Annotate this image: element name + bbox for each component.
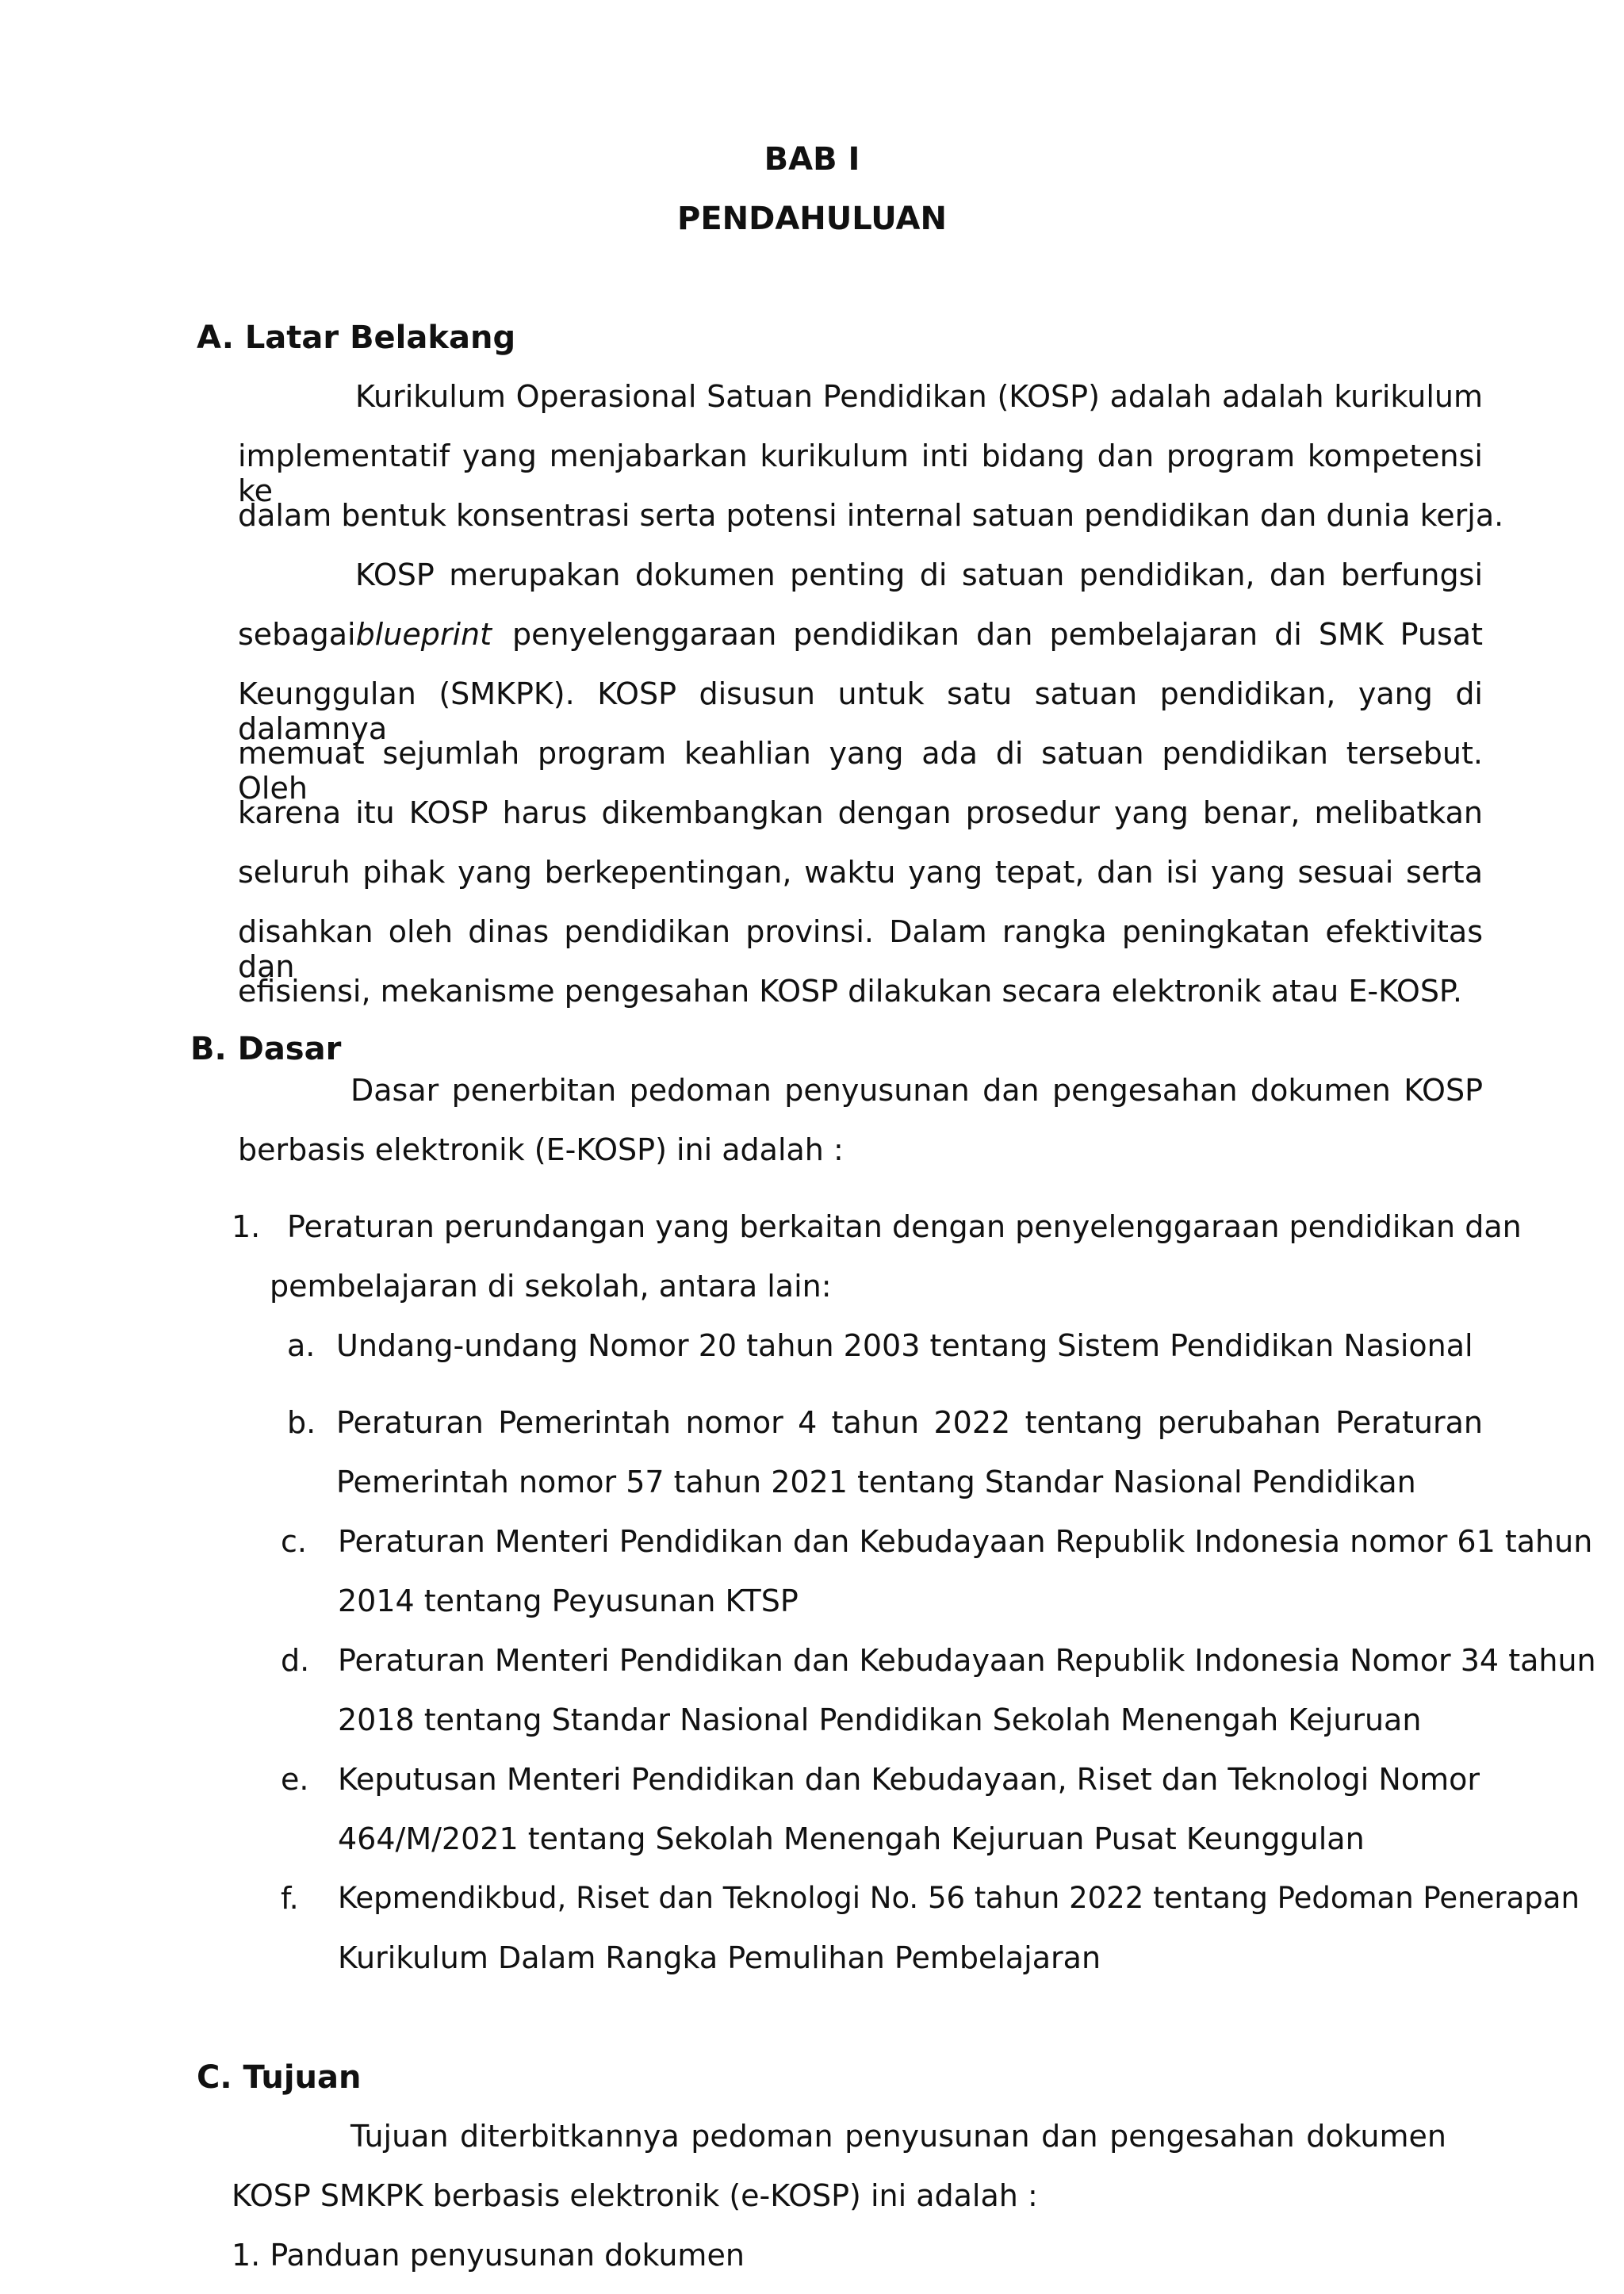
subitem-e-marker: e. <box>281 1762 309 1797</box>
section-b-heading: B. Dasar <box>190 1031 342 1067</box>
section-a-p2-line1: KOSP merupakan dokumen penting di satuan pendidikan, dan berfungsi <box>355 557 1483 592</box>
subitem-f-line2: Kurikulum Dalam Rangka Pemulihan Pembelajaran <box>338 1940 1101 1975</box>
subitem-a-marker: a. <box>287 1328 316 1363</box>
subitem-d-line1: Peraturan Menteri Pendidikan dan Kebudayaan Republik Indonesia Nomor 34 tahun <box>338 1643 1596 1678</box>
subitem-e-line1: Keputusan Menteri Pendidikan dan Kebudayaan, Riset dan Teknologi Nomor <box>338 1762 1480 1797</box>
section-c-intro-line1: Tujuan diterbitkannya pedoman penyusunan dan pengesahan dokumen <box>350 2119 1446 2154</box>
subitem-d-marker: d. <box>281 1643 310 1678</box>
section-a-p2-line7: disahkan oleh dinas pendidikan provinsi. Dalam rangka peningkatan efektivitas dan <box>238 914 1483 984</box>
section-a-p2-line6: seluruh pihak yang berkepentingan, waktu yang tepat, dan isi yang sesuai serta <box>238 855 1483 890</box>
section-c-heading: C. Tujuan <box>197 2059 362 2096</box>
section-b-item1-marker: 1. <box>232 1209 261 1244</box>
section-c-intro-line2: KOSP SMKPK berbasis elektronik (e-KOSP) ini adalah : <box>232 2178 1038 2213</box>
p2-line2-rest: penyelenggaraan pendidikan dan pembelajaran di SMK Pusat <box>512 617 1483 652</box>
subitem-c-marker: c. <box>281 1524 307 1559</box>
section-b-intro-line1: Dasar penerbitan pedoman penyusunan dan pengesahan dokumen KOSP <box>350 1073 1483 1108</box>
subitem-b-line1: Peraturan Pemerintah nomor 4 tahun 2022 tentang perubahan Peraturan <box>336 1405 1483 1440</box>
subitem-f-marker: f. <box>281 1881 299 1916</box>
section-a-heading: A. Latar Belakang <box>197 320 516 356</box>
chapter-number: BAB I <box>764 141 860 178</box>
section-a-p1-line3: dalam bentuk konsentrasi serta potensi internal satuan pendidikan dan dunia kerja. <box>238 498 1504 533</box>
subitem-c-line1: Peraturan Menteri Pendidikan dan Kebudayaan Republik Indonesia nomor 61 tahun <box>338 1524 1593 1559</box>
section-a-p1-line2: implementatif yang menjabarkan kurikulum inti bidang dan program kompetensi ke <box>238 439 1483 508</box>
subitem-a-line1: Undang-undang Nomor 20 tahun 2003 tentang Sistem Pendidikan Nasional <box>336 1328 1473 1363</box>
section-c-item1: 1. Panduan penyusunan dokumen <box>232 2238 745 2273</box>
section-b-item1-line1: Peraturan perundangan yang berkaitan dengan penyelenggaraan pendidikan dan <box>287 1209 1522 1244</box>
subitem-c-line2: 2014 tentang Peyusunan KTSP <box>338 1584 799 1618</box>
section-b-item1-line2: pembelajaran di sekolah, antara lain: <box>270 1269 832 1304</box>
subitem-d-line2: 2018 tentang Standar Nasional Pendidikan Sekolah Menengah Kejuruan <box>338 1702 1422 1737</box>
section-a-p2-line2 <box>238 617 1483 652</box>
section-a-p2-line5: karena itu KOSP harus dikembangkan dengan prosedur yang benar, melibatkan <box>238 795 1483 830</box>
subitem-e-line2: 464/M/2021 tentang Sekolah Menengah Kejuruan Pusat Keunggulan <box>338 1821 1365 1856</box>
section-a-p1-line1: Kurikulum Operasional Satuan Pendidikan (KOSP) adalah adalah kurikulum <box>355 379 1483 414</box>
subitem-b-marker: b. <box>287 1405 316 1440</box>
p2-word-sebagai: sebagai <box>238 617 356 652</box>
section-b-intro-line2: berbasis elektronik (E-KOSP) ini adalah : <box>238 1132 844 1167</box>
section-a-p2-line4: memuat sejumlah program keahlian yang ada di satuan pendidikan tersebut. Oleh <box>238 736 1483 806</box>
section-a-p2-line8: efisiensi, mekanisme pengesahan KOSP dilakukan secara elektronik atau E-KOSP. <box>238 974 1463 1009</box>
subitem-b-line2: Pemerintah nomor 57 tahun 2021 tentang Standar Nasional Pendidikan <box>336 1465 1416 1499</box>
subitem-f-line1: Kepmendikbud, Riset dan Teknologi No. 56 tahun 2022 tentang Pedoman Penerapan <box>338 1881 1580 1915</box>
section-a-p2-line3: Keunggulan (SMKPK). KOSP disusun untuk satu satuan pendidikan, yang di dalamnya <box>238 676 1483 746</box>
chapter-title: PENDAHULUAN <box>677 201 947 237</box>
p2-word-blueprint: blueprint <box>355 617 492 652</box>
